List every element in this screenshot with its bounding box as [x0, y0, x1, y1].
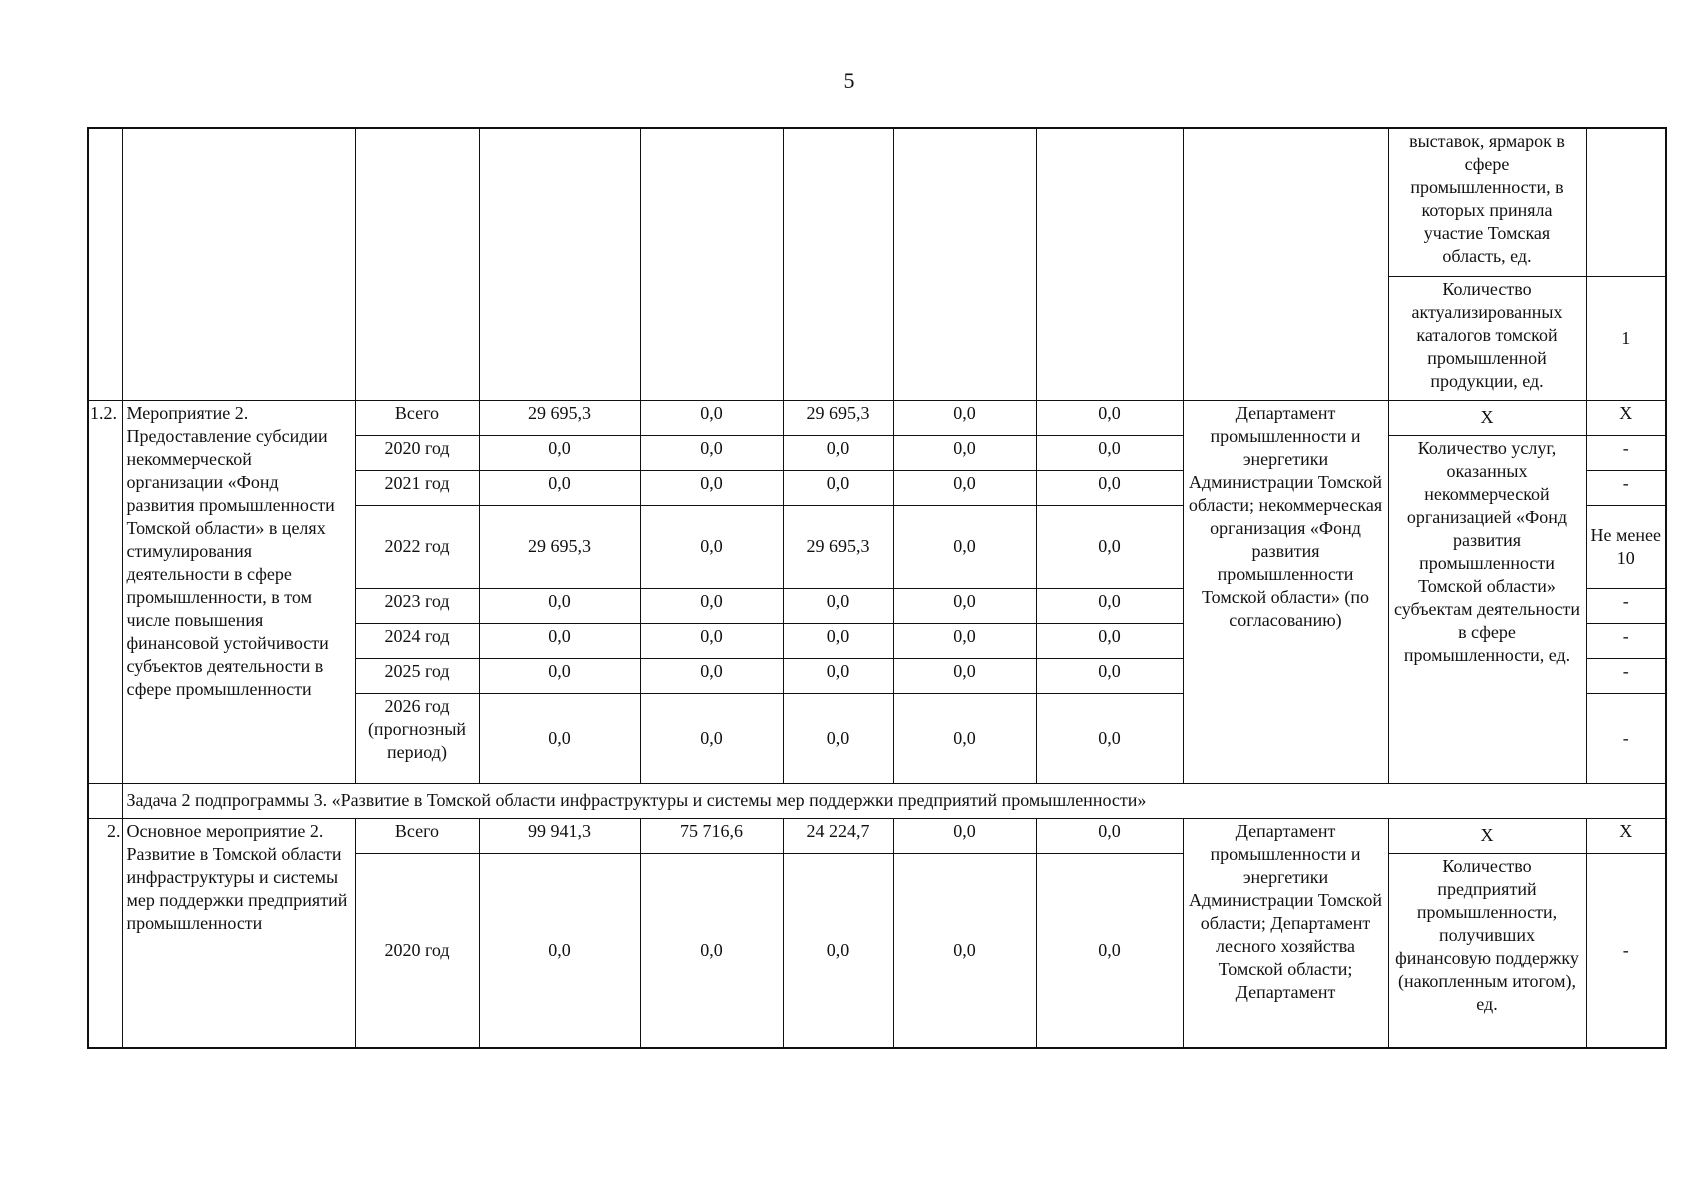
amount-regional: 29 695,3 — [783, 400, 893, 435]
indicator-value: Х — [1586, 400, 1666, 435]
amount-regional: 0,0 — [783, 588, 893, 623]
indicator-value: - — [1586, 693, 1666, 783]
amount-total: 0,0 — [479, 853, 640, 1048]
amount-local: 0,0 — [893, 588, 1036, 623]
indicator-value: - — [1586, 658, 1666, 693]
amount-total: 29 695,3 — [479, 400, 640, 435]
amount-extrabudget: 0,0 — [1036, 818, 1183, 853]
amount-total: 0,0 — [479, 435, 640, 470]
amount-federal: 75 716,6 — [640, 818, 783, 853]
amount-extrabudget: 0,0 — [1036, 658, 1183, 693]
amount-total: 0,0 — [479, 470, 640, 505]
cell-empty — [783, 128, 893, 400]
indicator-catalogs: Количество актуализированных каталогов томской промышленной продукции, ед. — [1388, 276, 1586, 400]
amount-local: 0,0 — [893, 853, 1036, 1048]
program-table — [87, 127, 1667, 1049]
period: Всего — [355, 400, 479, 435]
amount-federal: 0,0 — [640, 693, 783, 783]
period: 2020 год — [355, 853, 479, 1048]
amount-total: 0,0 — [479, 693, 640, 783]
period: 2026 год (прогнозный период) — [355, 693, 479, 783]
cell-empty — [88, 783, 122, 818]
cell-empty — [355, 128, 479, 400]
amount-extrabudget: 0,0 — [1036, 400, 1183, 435]
indicator-value: - — [1586, 470, 1666, 505]
amount-extrabudget: 0,0 — [1036, 853, 1183, 1048]
indicator-catalogs-value: 1 — [1586, 276, 1666, 400]
amount-local: 0,0 — [893, 470, 1036, 505]
event-number: 1.2. — [88, 400, 122, 783]
amount-local: 0,0 — [893, 505, 1036, 588]
indicator-exhibitions: выставок, ярмарок в сфере промышленности, в которых приняла участие Томская область, ед. — [1388, 128, 1586, 276]
amount-federal: 0,0 — [640, 623, 783, 658]
period: 2023 год — [355, 588, 479, 623]
amount-total: 0,0 — [479, 658, 640, 693]
amount-extrabudget: 0,0 — [1036, 435, 1183, 470]
event-1-2-row-total — [88, 400, 1666, 435]
amount-total: 0,0 — [479, 623, 640, 658]
indicator-x: Х — [1388, 818, 1586, 853]
amount-regional: 0,0 — [783, 623, 893, 658]
executor: Департамент промышленности и энергетики Администрации Томской области; Департамент лесного хозяйства Томской области; Департамент — [1183, 818, 1388, 1048]
cell-empty — [1036, 128, 1183, 400]
amount-federal: 0,0 — [640, 853, 783, 1048]
period: 2022 год — [355, 505, 479, 588]
event-name: Основное мероприятие 2. Развитие в Томской области инфраструктуры и системы мер поддержки предприятий промышленности — [122, 818, 355, 1048]
amount-local: 0,0 — [893, 693, 1036, 783]
period: 2020 год — [355, 435, 479, 470]
indicator-value: - — [1586, 623, 1666, 658]
cell-empty — [122, 128, 355, 400]
amount-regional: 0,0 — [783, 435, 893, 470]
amount-federal: 0,0 — [640, 470, 783, 505]
amount-regional: 0,0 — [783, 658, 893, 693]
amount-total: 29 695,3 — [479, 505, 640, 588]
amount-local: 0,0 — [893, 818, 1036, 853]
task-title: Задача 2 подпрограммы 3. «Развитие в Томской области инфраструктуры и системы мер поддержки предприятий промышленности» — [122, 783, 1666, 818]
continuation-row-a — [88, 128, 1666, 276]
cell-empty — [1183, 128, 1388, 400]
amount-regional: 0,0 — [783, 853, 893, 1048]
cell-empty — [893, 128, 1036, 400]
executor: Департамент промышленности и энергетики Администрации Томской области; некоммерческая организация «Фонд развития промышленности Томской области» (по согласованию) — [1183, 400, 1388, 783]
amount-extrabudget: 0,0 — [1036, 588, 1183, 623]
amount-local: 0,0 — [893, 623, 1036, 658]
cell-empty — [479, 128, 640, 400]
amount-federal: 0,0 — [640, 435, 783, 470]
amount-regional: 24 224,7 — [783, 818, 893, 853]
indicator-x: Х — [1388, 400, 1586, 435]
indicator-value: Не менее 10 — [1586, 505, 1666, 588]
amount-total: 99 941,3 — [479, 818, 640, 853]
amount-extrabudget: 0,0 — [1036, 470, 1183, 505]
amount-federal: 0,0 — [640, 400, 783, 435]
period: 2024 год — [355, 623, 479, 658]
amount-federal: 0,0 — [640, 505, 783, 588]
amount-local: 0,0 — [893, 658, 1036, 693]
amount-extrabudget: 0,0 — [1036, 693, 1183, 783]
amount-local: 0,0 — [893, 435, 1036, 470]
period: 2021 год — [355, 470, 479, 505]
amount-extrabudget: 0,0 — [1036, 623, 1183, 658]
amount-regional: 0,0 — [783, 693, 893, 783]
indicator-value: - — [1586, 588, 1666, 623]
indicator-value: - — [1586, 853, 1666, 1048]
amount-local: 0,0 — [893, 400, 1036, 435]
indicator-services: Количество услуг, оказанных некоммерческой организацией «Фонд развития промышленности Томской области» субъектам деятельности в сфере промышленности, ед. — [1388, 435, 1586, 783]
amount-regional: 29 695,3 — [783, 505, 893, 588]
cell-empty — [640, 128, 783, 400]
event-number: 2. — [88, 818, 122, 1048]
amount-federal: 0,0 — [640, 658, 783, 693]
amount-regional: 0,0 — [783, 470, 893, 505]
indicator-value: - — [1586, 435, 1666, 470]
event-2-row-total — [88, 818, 1666, 853]
period: Всего — [355, 818, 479, 853]
cell-empty — [88, 128, 122, 400]
amount-extrabudget: 0,0 — [1036, 505, 1183, 588]
indicator-enterprises: Количество предприятий промышленности, получивших финансовую поддержку (накопленным итогом), ед. — [1388, 853, 1586, 1048]
cell-empty — [1586, 128, 1666, 276]
amount-total: 0,0 — [479, 588, 640, 623]
page-number: 5 — [843, 68, 855, 93]
task-row — [88, 783, 1666, 818]
indicator-value: Х — [1586, 818, 1666, 853]
amount-federal: 0,0 — [640, 588, 783, 623]
event-name: Мероприятие 2. Предоставление субсидии некоммерческой организации «Фонд развития промышленности Томской области» в целях стимулирования деятельности в сфере промышленности, в том числе повышения финансовой устойчивости субъектов деятельности в сфере промышленности — [122, 400, 355, 783]
period: 2025 год — [355, 658, 479, 693]
